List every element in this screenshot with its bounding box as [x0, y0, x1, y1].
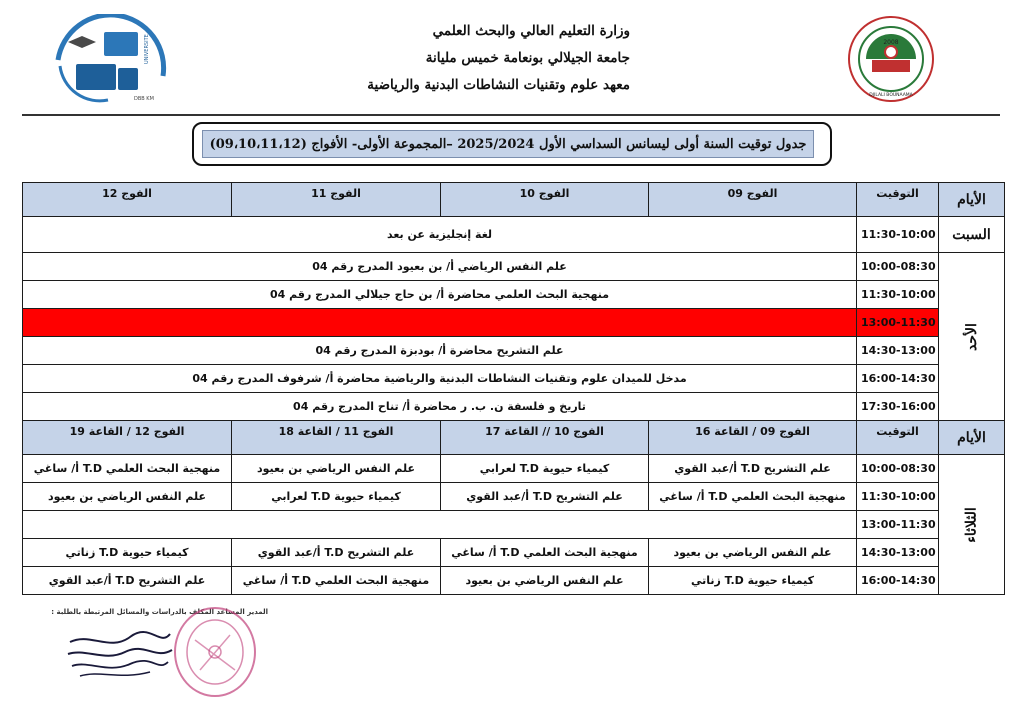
day-tuesday-label: الثلاثاء: [963, 506, 980, 543]
tuesday-row: [23, 455, 1005, 483]
time-slot: 13:00-11:30: [857, 309, 939, 337]
group-10-header: الفوج 10: [441, 183, 649, 217]
ministry-header: [300, 18, 630, 99]
time-slot: 14:30-13:00: [857, 539, 939, 567]
time-slot: 11:30-10:00: [857, 281, 939, 309]
time-slot: 10:00-08:30: [857, 455, 939, 483]
course-cell: كيمياء حيوية T.D زناتي: [649, 567, 857, 595]
institute-line: معهد علوم وتقنيات النشاطات البدنية والرياضية: [367, 77, 630, 93]
course-cell: علم التشريح T.D أ/عبد القوي: [232, 539, 441, 567]
time-slot: 14:30-13:00: [857, 337, 939, 365]
group-11-header: الفوج 11: [232, 183, 441, 217]
table1-header-row: [23, 183, 1005, 217]
group-09-header: الفوج 09: [649, 183, 857, 217]
sunday-row: [23, 253, 1005, 281]
svg-text:DJILALI BOUNAAMA: DJILALI BOUNAAMA: [869, 93, 913, 98]
svg-text:UNIVERSITE: UNIVERSITE: [144, 34, 150, 64]
saturday-row: [23, 217, 1005, 253]
course-cell: تاريخ و فلسفة ن. ب. ر محاضرة أ/ تناح المدرج رقم 04: [23, 393, 857, 421]
time-slot: 16:00-14:30: [857, 567, 939, 595]
course-cell: كيمياء حيوية T.D زناتي: [23, 539, 232, 567]
course-cell: منهجية البحث العلمي T.D أ/ ساغي: [232, 567, 441, 595]
svg-text:2008: 2008: [883, 39, 899, 46]
university-line: جامعة الجيلالي بونعامة خميس مليانة: [425, 50, 630, 66]
ministry-line: وزارة التعليم العالي والبحث العلمي: [432, 23, 630, 39]
course-cell: مدخل للميدان علوم وتقنيات النشاطات البدنية والرياضية محاضرة أ/ شرفوف المدرج رقم 04: [23, 365, 857, 393]
course-cell: علم التشريح T.D أ/عبد القوي: [441, 483, 649, 511]
time-column-header: التوقيت: [857, 183, 939, 217]
group-12-header: الفوج 12: [23, 183, 232, 217]
course-cell: علم النفس الرياضي بن بعيود: [232, 455, 441, 483]
course-cell: علم النفس الرياضي بن بعيود: [441, 567, 649, 595]
course-cell: علم التشريح محاضرة أ/ بودبزة المدرج رقم 04: [23, 337, 857, 365]
time-slot: 13:00-11:30: [857, 511, 939, 539]
day-sunday: [939, 253, 1005, 421]
course-cell: منهجية البحث العلمي T.D أ/ ساغي: [441, 539, 649, 567]
sunday-row: [23, 365, 1005, 393]
schedule-title: جدول توقيت السنة أولى ليسانس السداسي الأول 2025/2024 –المجموعة الأولى- الأفواج (09،10،11،12): [202, 130, 814, 158]
official-stamp: [170, 600, 260, 700]
sunday-row: [23, 393, 1005, 421]
group-09-room-header: الفوج 09 / القاعة 16: [649, 421, 857, 455]
schedule-table: [22, 182, 1005, 595]
course-cell: علم التشريح T.D أ/عبد القوي: [649, 455, 857, 483]
group-11-room-header: الفوج 11 / القاعة 18: [232, 421, 441, 455]
group-10-room-header: الفوج 10 // القاعة 17: [441, 421, 649, 455]
svg-text:DBB KM: DBB KM: [134, 96, 154, 102]
time-slot: 11:30-10:00: [857, 483, 939, 511]
time-slot: 10:00-08:30: [857, 253, 939, 281]
course-cell: كيمياء حيوية T.D لعرابي: [441, 455, 649, 483]
day-saturday: السبت: [939, 217, 1005, 253]
day-tuesday: [939, 455, 1005, 595]
course-cell: علم التشريح T.D أ/عبد القوي: [23, 567, 232, 595]
tuesday-row: [23, 539, 1005, 567]
course-cell: علم النفس الرياضي أ/ بن بعيود المدرج رقم 04: [23, 253, 857, 281]
time-slot: 17:30-16:00: [857, 393, 939, 421]
group-12-room-header: الفوج 12 / القاعة 19: [23, 421, 232, 455]
day-sunday-label: الأحد: [963, 322, 980, 351]
tuesday-row: [23, 567, 1005, 595]
table2-header-row: [23, 421, 1005, 455]
break-cell: [23, 511, 857, 539]
tuesday-row: [23, 483, 1005, 511]
course-cell: منهجية البحث العلمي محاضرة أ/ بن حاج جيلالي المدرج رقم 04: [23, 281, 857, 309]
signature-caption: المدير المساعد المكلف بالدراسات والمسائل المرتبطة بالطلبة :: [51, 608, 268, 616]
course-cell: كيمياء حيوية T.D لعرابي: [232, 483, 441, 511]
sunday-break-row: [23, 309, 1005, 337]
sunday-row: [23, 337, 1005, 365]
tuesday-break-row: [23, 511, 1005, 539]
course-cell: منهجية البحث العلمي T.D أ/ ساغي: [23, 455, 232, 483]
time-slot: 16:00-14:30: [857, 365, 939, 393]
days-column-header: الأيام: [939, 183, 1005, 217]
header-divider: [22, 114, 1000, 116]
handwritten-signature: [60, 622, 180, 682]
university-wordmark-logo: [48, 14, 178, 104]
course-cell: منهجية البحث العلمي T.D أ/ ساغي: [649, 483, 857, 511]
sunday-row: [23, 281, 1005, 309]
university-seal-logo: [826, 14, 956, 104]
course-cell: علم النفس الرياضي بن بعيود: [649, 539, 857, 567]
course-cell: لغة إنجليزية عن بعد: [23, 217, 857, 253]
time-slot: 11:30-10:00: [857, 217, 939, 253]
break-cell: [23, 309, 857, 337]
days-column-header: الأيام: [939, 421, 1005, 455]
course-cell: علم النفس الرياضي بن بعيود: [23, 483, 232, 511]
title-frame: [192, 122, 832, 166]
time-column-header: التوقيت: [857, 421, 939, 455]
